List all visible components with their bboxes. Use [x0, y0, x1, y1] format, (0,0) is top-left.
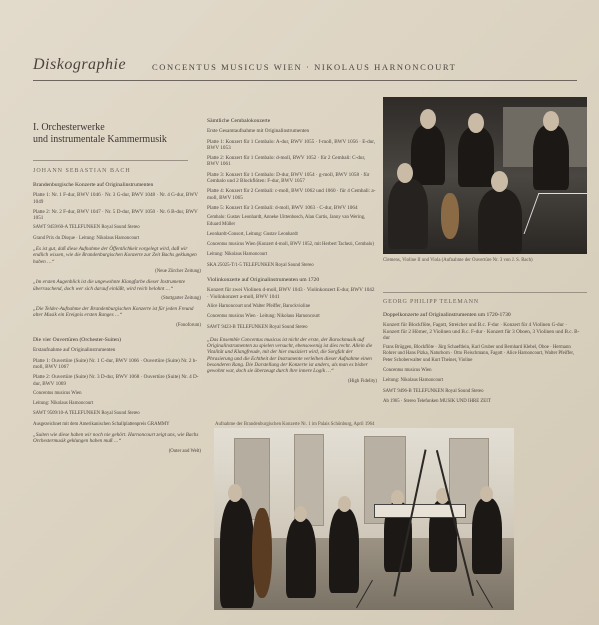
composer-bach: JOHANN SEBASTIAN BACH: [33, 168, 131, 174]
cembalo-plate1: Platte 1: Konzert für 1 Cembalo: A-dur, BWV 1055 · f-moll, BWV 1056 · E-dur, BWV 1053: [207, 138, 376, 151]
violin-title: Violinkonzerte auf Originalinstrumenten um 1720: [207, 277, 320, 284]
photo-recording-session: [214, 428, 514, 610]
ensemble-heading: CONCENTUS MUSICUS WIEN · NIKOLAUS HARNONCOURT: [152, 62, 457, 72]
suites-title: Die vier Ouvertüren (Orchester-Suiten): [33, 337, 121, 344]
telemann-soloists: Frans Brüggen, Blockflöte · Jürg Schaeftlein, Karl Gruber und Bernhard Klebel, Oboe · Hermann Rohrer und Hans Pizka, Naturhorn · Otto Fleischmann, Fagott · Alice Harnoncourt, Walter Pfeiffer, Peter Schoberwalter und Kurt Theiner, Violine: [383, 345, 574, 363]
suites-lead: Leitung: Nikolaus Harnoncourt: [33, 401, 94, 407]
cembalo-plate2: Platte 2: Konzert für 1 Cembalo: d-moll, BWV 1052 · für 2 Cembali: C-dur, BWV 1061: [207, 155, 366, 168]
suites-ensemble: Concentus musicus Wien: [33, 390, 82, 396]
telemann-rule: [383, 292, 587, 293]
cembalo-title: Sämtliche Cembalokonzerte: [207, 118, 271, 124]
cembalo-lead: Leitung: Nikolaus Harnoncourt: [207, 252, 268, 258]
page-title: Diskographie: [33, 56, 127, 73]
section-heading-line2: und instrumentale Kammermusik: [33, 134, 167, 145]
suites-award: Ausgezeichnet mit dem Amerikanischen Schallplattenpreis GRAMMY: [33, 421, 170, 427]
violin-soloists: Alice Harnoncourt und Walter Pfeiffer, Barockvioline: [207, 303, 311, 309]
brandenburg-note: Grand Prix du Disque · Leitung: Nikolaus Harnoncourt: [33, 235, 140, 241]
section-heading: [33, 122, 193, 146]
suites-plate1: Platte 1: Ouvertüre (Suite) Nr. 1 C-dur, BWV 1066 · Ouvertüre (Suite) Nr. 2 h-moll, BWV 1067: [33, 357, 198, 370]
suites-quote-source: (Outer and Welt): [168, 448, 201, 454]
violin-quote: „Das Ensemble Concentus musicus ist nicht der erste, der Barockmusik auf Originalinstrumenten zu spielen versucht, ebensowenig ist dies recht. Allein die Vitalität und Klangfreude, mit der hier musiziert wird, die Sorgfalt der Phrasierung und die Echtheit der Instrumente verleihen dieser Aufnahme einen besonderen Rang. Die Darstellung der Konzerte ist anders, als man es bisher gewohnt war, doch sie überzeugt durch ihre innere Logik …“: [207, 336, 373, 375]
brandenburg-label: SAWT 9459/60-A TELEFUNKEN Royal Sound Stereo: [33, 225, 140, 231]
cembalo-label: SKA 25025-T/1-5 TELEFUNKEN Royal Sound Stereo: [207, 262, 314, 268]
cembalo-soloists: Cembalo: Gustav Leonhardt, Anneke Uittenbosch, Alan Curtis, Janny van Wering, Eduard Müller: [207, 215, 366, 227]
brandenburg-plate2: Platte 2: Nr. 2 F-dur, BWV 1047 · Nr. 5 D-dur, BWV 1050 · Nr. 6 B-dur, BWV 1051: [33, 208, 198, 222]
brandenburg-quote: „Es ist gut, daß diese Aufnahme der Öffentlichkeit vorgelegt wird, daß wir endlich wissen, wie die Brandenburgischen Konzerte zur Zeit Bachs geklungen haben …“: [33, 246, 197, 265]
quote-2-source: (Stuttgarter Zeitung): [161, 295, 201, 301]
suites-quote: „Suiten wie diese haben wir noch nie gehört. Harnoncourt zeigt uns, wie Bachs Orchestermusik geklungen haben muß …“: [33, 432, 199, 445]
brandenburg-title: Brandenburgische Konzerte auf Originalinstrumenten: [33, 182, 154, 188]
composer-telemann: GEORG PHILIPP TELEMANN: [383, 299, 479, 305]
cembalo-ensemble: Leonhardt-Consort, Leitung: Gustav Leonhardt: [207, 231, 298, 237]
quote-2: „Im ersten Augenblick ist die ungewohnte Klangfarbe dieser Instrumente überraschend, doch wer sich darauf einläßt, wird reich belohnt …“: [33, 279, 186, 292]
middle-column: [207, 118, 377, 389]
suites-subtitle: Erstaufnahme auf Originalinstrumenten: [33, 347, 116, 354]
cembalo-ensemble-2: Concentus musicus Wien (Konzert d-moll, BWV 1052, mit Herbert Tachezi, Cembalo): [207, 242, 374, 248]
section-rule: [33, 160, 188, 161]
suites-label: SAWT 9509/10-A TELEFUNKEN Royal Sound Stereo: [33, 411, 140, 417]
violin-plate: Konzert für zwei Violinen d-moll, BWV 1043 · Violinkonzert E-dur, BWV 1042 · Violinkonzert a-moll, BWV 1041: [207, 287, 375, 300]
section-heading-line1: I. Orchesterwerke: [33, 122, 105, 133]
quote-3: „Die Teldec-Aufnahme der Brandenburgischen Konzerte ist für jeden Freund alter Musik ein Ereignis ersten Ranges …“: [33, 306, 194, 319]
quote-3-source: (Fonoforum): [176, 322, 201, 328]
cembalo-plate3: Platte 3: Konzert für 1 Cembalo: D-dur, BWV 1054 · g-moll, BWV 1058 · für Cembalo und 2 Blockflöten: F-dur, BWV 1057: [207, 171, 370, 185]
telemann-works: Konzert für Blockflöte, Fagott, Streicher und B.c. F-dur · Konzert für 4 Violinen G-dur · Konzert für 2 Hörner, 2 Violinen und B.c. F-dur · Konzert für 3 Oboen, 3 Violinen und B.c. B-dur: [383, 322, 580, 341]
telemann-block: [383, 312, 583, 409]
telemann-title: Doppelkonzerte auf Originalinstrumenten um 1720-1730: [383, 312, 511, 318]
photo-bottom-caption: Aufnahme der Brandenburgischen Konzerte Nr. 1 im Palais Schönburg, April 1964: [215, 422, 375, 427]
brandenburg-plate1: Platte 1: Nr. 1 F-dur, BWV 1046 · Nr. 3 G-dur, BWV 1048 · Nr. 4 G-dur, BWV 1049: [33, 192, 198, 205]
header-rule: [33, 80, 577, 81]
brandenburg-quote-source: (Neue Zürcher Zeitung): [155, 268, 201, 274]
telemann-lead: Leitung: Nikolaus Harnoncourt: [383, 378, 444, 384]
suites-plate2: Platte 2: Ouvertüre (Suite) Nr. 3 D-dur, BWV 1068 · Ouvertüre (Suite) Nr. 4 D-dur, BWV 1069: [33, 374, 199, 387]
cembalo-plate5: Platte 5: Konzert für 3 Cembali: d-moll, BWV 1063 · C-dur, BWV 1064: [207, 204, 358, 211]
photo-musicians-top: [383, 97, 587, 254]
telemann-ensemble: Concentus musicus Wien: [383, 368, 432, 374]
cembalo-subtitle: Erste Gesamtaufnahme mit Originalinstrumenten: [207, 128, 310, 135]
photo-top-caption: Clemens, Violine II und Viola (Aufnahme der Ouvertüre Nr. 3 von J. S. Bach): [383, 258, 533, 263]
cembalo-plate4: Platte 4: Konzert für 2 Cembali: c-moll, BWV 1062 und 1060 · für 4 Cembali: a-moll, BWV 1065: [207, 188, 376, 201]
left-column: [33, 182, 201, 459]
violin-quote-source: (High Fidelity): [348, 378, 377, 384]
violin-ensemble: Concentus musicus Wien · Leitung: Nikolaus Harnoncourt: [207, 314, 320, 320]
telemann-label: SAWT 9496-B TELEFUNKEN Royal Sound Stereo: [383, 388, 484, 394]
violin-label: SAWT 9423-B TELEFUNKEN Royal Sound Stereo: [207, 324, 308, 330]
telemann-label-2: Ab 1965 · Stereo Telefunken MUSIK UND IHRE ZEIT: [383, 398, 491, 404]
